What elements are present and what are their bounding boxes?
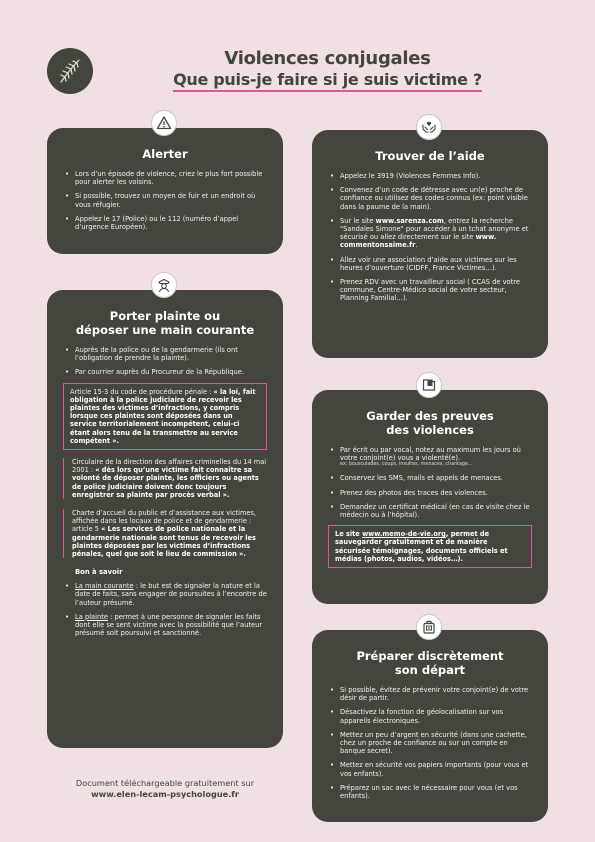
list-item [328,217,532,250]
list-item: • Conservez les SMS, mails et appels de menaces. [328,474,532,482]
list-item: • Préparez un sac avec le nécessaire pour vous (et vos enfants). [328,784,532,800]
commentonsaime-link[interactable]: www. commentonsaime.fr [340,233,497,250]
card-depart-title [328,649,532,677]
list-item: • Mettez un peu d’argent en sécurité (dans une cachette, chez un proche de confiance ou sur un compte en banque secret). [328,731,532,756]
alerter-list [63,170,267,231]
card-alerter-title: Alerter [142,147,188,161]
circulaire-intro: Circulaire de la direction des affaires criminelles du 14 mai 2001 : [72,458,267,475]
charte-text: « Les services de police nationale et la gendarmerie nationale sont tenus de recevoir les plaintes déposées par les victimes d’infractions pénales, quel que soit le lieu de commission ». [72,525,256,559]
helping-hands-icon [421,119,437,135]
list-item: • Appelez le 3919 (Violences Femmes Info). [328,172,532,180]
list-item: • Appelez le 17 (Police) ou le 112 (numéro d’appel d’urgence Européen). [63,215,267,231]
main-courante-text: : le but est de signaler la nature et la date de faits, sans engager de poursuites à l’encontre de l’auteur présumé. [75,582,267,607]
card-depart-title-line2: son départ [394,663,466,677]
aide-item3-text-a: Sur le site [340,216,376,225]
bag-icon [421,619,437,635]
card-preuves-title-line1: Garder des preuves [366,409,494,423]
list-item: • Demandez un certificat médical (en cas de visite chez le médecin ou à l’hôpital). [328,503,532,519]
list-item: • Lors d’un épisode de violence, criez le plus fort possible pour alerter les voisins. [63,170,267,186]
card-plainte-title-line2: déposer une main courante [75,323,255,337]
police-icon-badge [151,272,177,298]
charte-quote [63,509,267,558]
card-aide-title: Trouver de l’aide [375,149,485,163]
list-item: • Désactivez la fonction de géolocalisation sur vos appareils électroniques. [328,708,532,724]
aide-list [328,172,532,303]
footer [30,778,300,800]
depart-list [328,686,532,800]
list-item: • Convenez d’un code de détresse avec un(e) proche de confiance ou utilisez des codes connus (ex: point visible dans la paume de la main). [328,186,532,211]
aide-item3-text-b: , entrez la recherche "Sandales Simone" pour accéder à un tchat anonyme et sécurisé ou allez directement sur le site [340,216,529,242]
list-item: • Prenez RDV avec un travailleur social ( CCAS de votre commune, Centre-Médico social de votre secteur, Planning Familial…). [328,278,532,303]
card-plainte-title-line1: Porter plainte ou [109,309,221,323]
logo-badge [47,48,93,94]
police-officer-icon [156,277,172,293]
bon-a-savoir-title: Bon à savoir [75,568,123,577]
list-item [328,446,532,468]
memo-de-vie-box [328,525,532,568]
list-item: • Si possible, évitez de prévenir votre conjoint(e) de votre désir de partir. [328,686,532,702]
article-15-3-box [63,383,267,450]
list-item: • Si possible, trouvez un moyen de fuir et un endroit où vous réfugier. [63,192,267,208]
card-aide [312,130,548,358]
page-header [120,48,535,92]
list-item: • Allez voir une association d’aide aux victimes sur les heures d’ouverture (CIDFF, France Victimes…). [328,256,532,272]
plainte-list [63,346,267,377]
card-depart-title-line1: Préparer discrètement [356,649,504,663]
list-item [63,582,267,607]
card-preuves-title [328,409,532,437]
card-preuves [312,390,548,604]
memo-de-vie-link[interactable]: www.memo-de-vie.org [362,530,446,539]
circulaire-quote [63,458,267,499]
article-intro: Article 15-3 du code de procédure pénale : [70,387,214,396]
card-plainte-title [63,309,267,337]
card-preuves-title-line2: des violences [386,423,474,437]
bag-icon-badge [416,614,442,640]
article-quote: « la loi, fait obligation à la police judiciaire de recevoir les plaintes des victimes d’infractions, y compris lorsque ces plaintes sont déposées dans un service territorialement incompétent, celui-ci étant alors tenu de la transmettre au service compétent ». [70,387,256,445]
preuves-item1-text: Par écrit ou par vocal, notez au maximum les jours où votre conjoint(e) vous a violenté(e). [340,446,521,463]
footer-text: Document téléchargeable gratuitement sur [75,778,255,788]
memo-box-text-a: Le site [335,530,363,539]
circulaire-text: « dès lors qu’une victime fait connaître sa volonté de déposer plainte, les officiers ou agents de police judiciaire doivent donc toujours enregistrer sa plainte par procès verbal ». [72,466,259,499]
bon-a-savoir-list [63,582,267,637]
list-item: • Mettez en sécurité vos papiers importants (pour vous et vos enfants). [328,761,532,777]
aide-item3-text-c: . [415,241,418,250]
plainte-text: : permet à une personne de signaler les faits dont elle se sent victime avec la possibilité que l’auteur présumé soit poursuivi et sanctionné. [75,612,263,638]
list-item: • Prenez des photos des traces des violences. [328,489,532,497]
preuves-list [328,446,532,519]
footer-website-link[interactable]: www.elen-lecam-psychologue.fr [91,789,239,799]
list-item: • Par courrier auprès du Procureur de la République. [63,368,267,376]
sarenza-link[interactable]: www.sarenza.com [375,216,444,225]
list-item: • Auprès de la police ou de la gendarmerie (ils ont l’obligation de prendre la plainte). [63,346,267,362]
document-icon [421,377,437,393]
document-icon-badge [416,372,442,398]
charte-intro: Charte d’accueil du public et d’assistance aux victimes, affichée dans les locaux de police et de gendarmerie : article 5 [72,509,257,534]
page-title: Violences conjugales [224,48,431,69]
card-alerter [47,128,283,254]
memo-box-text-b: , permet de sauvegarder gratuitement et de manière sécurisée témoignages, documents officiels et médias (photos, audios, vidéos…). [335,530,508,563]
main-courante-term: La main courante [75,582,134,591]
preuves-item1-examples: ex: bousculades, coups, insultes, menaces, chantage… [340,462,473,468]
leaf-icon [55,56,85,86]
list-item [63,613,267,638]
warning-icon [156,115,172,131]
card-depart [312,630,548,822]
page-subtitle: Que puis-je faire si je suis victime ? [173,70,482,92]
card-plainte [47,290,283,748]
warning-icon-badge [151,110,177,136]
helping-hands-icon-badge [416,114,442,140]
plainte-term: La plainte [75,612,108,621]
